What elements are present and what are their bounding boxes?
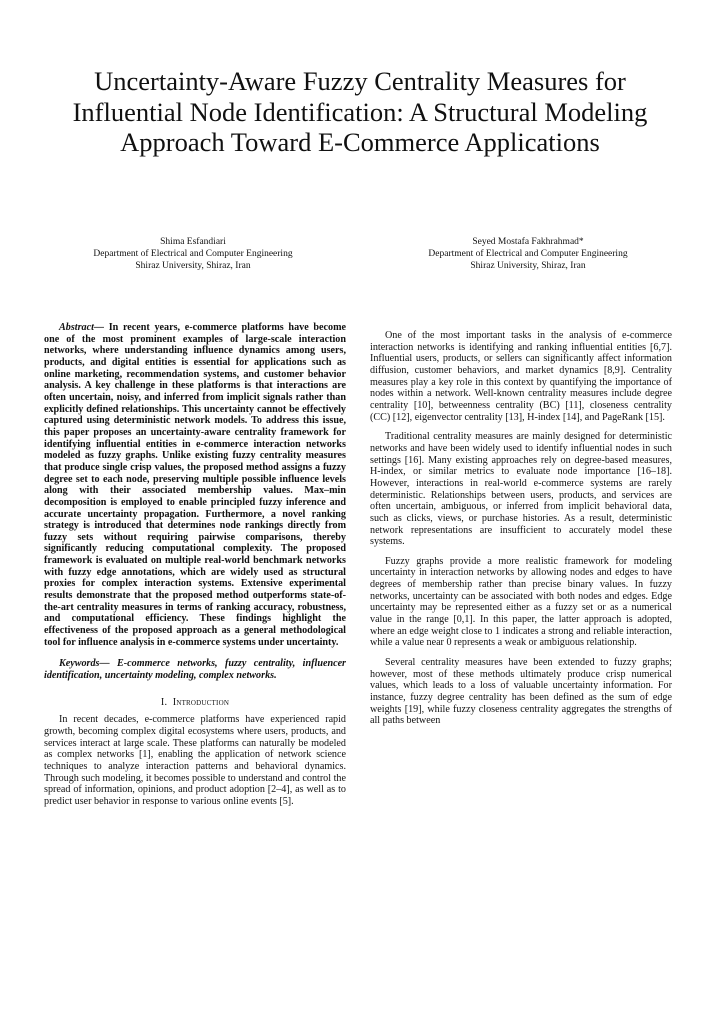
author-name: Seyed Mostafa Fakhrahmad* [472,237,584,247]
paragraph-5: Several centrality measures have been extended to fuzzy graphs; however, most of these methods ultimately produce crisp numerical values, which leads to a loss of valuable uncertainty information. For instance, fuzzy degree centrality has been defined as the sum of edge weights [19], while fuzzy closeness centrality aggregates the strengths of all paths between [370,657,672,727]
author-affiliation: Shiraz University, Shiraz, Iran [135,261,251,272]
author-department: Department of Electrical and Computer Engineering [93,249,293,260]
author-name: Shima Esfandiari [160,237,226,247]
paragraph-4: Fuzzy graphs provide a more realistic framework for modeling uncertainty in interaction networks by allowing nodes and edges to have degrees of membership rather than precise binary values. In fuzzy networks, uncertainty can be associated with both nodes and edges. Edge uncertainty may be represented either as a fuzzy set or as a numerical value in the range [0,1]. In this paper, the latter approach is adopted, where an edge weight close to 1 indicates a strong and reliable interaction, while a value near 0 represents a weak or ambiguous relationship. [370,555,672,649]
section-number: I. [160,696,168,708]
author-affiliation: Shiraz University, Shiraz, Iran [470,261,586,272]
section-heading [44,697,346,709]
abstract-lead: Abstract— [59,322,105,333]
paragraph-2: One of the most important tasks in the analysis of e-commerce interaction networks is identifying and ranking influential entities [6,7]. Influential users, products, or sellers can significantly affect information diffusion, customer behaviors, and market dynamics [8,9]. Centrality measures play a key role in this context by quantifying the importance of nodes within a network. Well-known centrality measures include degree centrality [10], betweenness centrality (BC) [11], closeness centrality (CC) [12], eigenvector centrality [13], H-index [14], and PageRank [15]. [370,330,672,423]
author-1 [43,236,343,273]
left-column [44,322,346,808]
paragraph-3: Traditional centrality measures are mainly designed for deterministic networks and have been widely used to identify influential nodes in such settings [16]. Many existing approaches rely on degree-based measures, H-index, or similar metrics to evaluate node importance [16–18]. However, interactions in real-world e-commerce systems are rarely deterministic. Relationships between users, products, and services are often uncertain, ambiguous, or inferred from implicit behavioral data, such as clicks, views, or purchase histories. As a result, deterministic network representations are insufficient to accurately model these systems. [370,431,672,548]
paper-title: Uncertainty-Aware Fuzzy Centrality Measures for Influential Node Identification: A Structural Modeling Approach Toward E-Commerce Applications [72,66,648,157]
section-title: Introduction [172,696,230,708]
paragraph-1: In recent decades, e-commerce platforms have experienced rapid growth, becoming complex digital ecosystems where users, products, and services interact at large scale. These platforms can naturally be modeled as complex networks [1], enabling the application of network science techniques to analyze interaction patterns and behavioral dynamics. Through such modeling, it becomes possible to understand and control the spread of information, opinions, and product adoption [2–4], as well as to predict user behavior in response to various online events [5]. [44,714,346,807]
abstract-text: In recent years, e-commerce platforms have become one of the most prominent examples of large-scale interaction networks, where understanding influence dynamics among users, products, and digital entities is essential for applications such as online marketing, recommendation systems, and customer behavior analysis. A key challenge in these platforms is that interactions are often uncertain, noisy, and inferred from implicit signals rather than explicitly defined relationships. This uncertainty cannot be effectively captured using deterministic network models. To address this issue, this paper proposes an uncertainty-aware centrality framework for identifying influential entities in e-commerce interaction networks modeled as fuzzy graphs. Unlike existing fuzzy centrality measures that produce single crisp values, the proposed method assigns a fuzzy degree set to each node, preserving multiple possible influence levels along with their associated membership values. Max–min decomposition is employed to enable principled fuzzy inference and accurate uncertainty propagation. Furthermore, a novel ranking strategy is introduced that determines node rankings directly from fuzzy sets without requiring pairwise comparisons, thereby significantly reducing computational complexity. The proposed framework is evaluated on multiple real-world benchmark networks with fuzzy edge annotations, which are widely used as structural proxies for complex interaction systems. Extensive experimental results demonstrate that the proposed method outperforms state-of-the-art centrality measures in terms of ranking accuracy, robustness, and computational efficiency. These findings highlight the effectiveness of the proposed approach as a general methodological tool for influence analysis in e-commerce systems under uncertainty. [44,322,346,648]
author-2 [378,236,678,273]
right-column [370,322,672,727]
author-department: Department of Electrical and Computer Engineering [428,249,628,260]
abstract [44,322,346,648]
keywords: Keywords— E-commerce networks, fuzzy centrality, influencer identification, uncertainty modeling, complex networks. [44,658,346,682]
